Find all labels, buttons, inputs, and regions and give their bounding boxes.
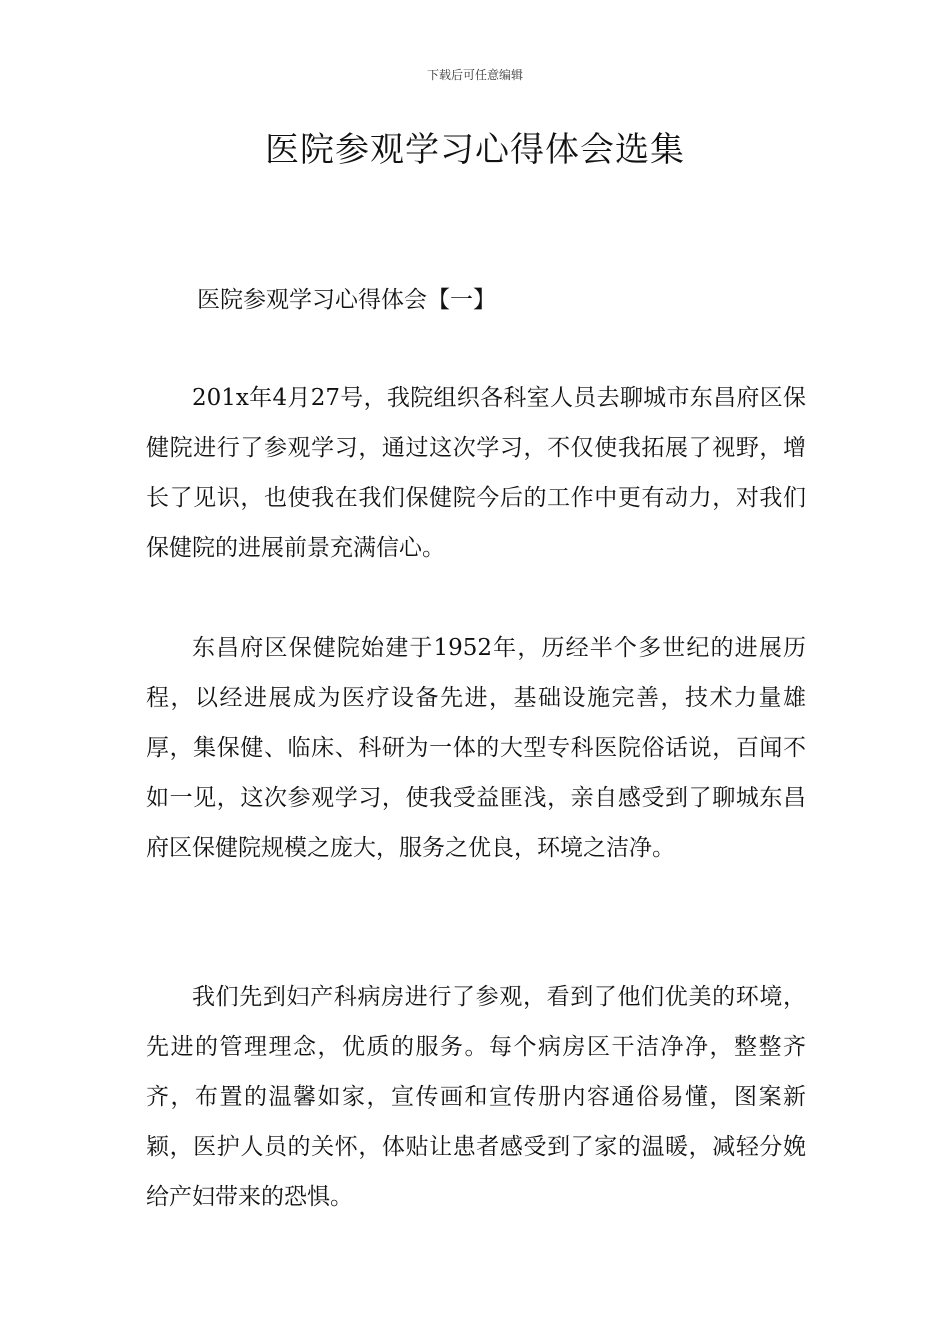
paragraph-3: 我们先到妇产科病房进行了参观，看到了他们优美的环境，先进的管理理念，优质的服务。每个病房区干洁净净，整整齐齐，布置的温馨如家，宣传画和宣传册内容通俗易懂，图案新颖，医护人员的关怀，体贴让患者感受到了家的温暖，减轻分娩给产妇带来的恐惧。	[146, 984, 806, 1210]
paragraph-2: 东昌府区保健院始建于1952年，历经半个多世纪的进展历程，以经进展成为医疗设备先进，基础设施完善，技术力量雄厚，集保健、临床、科研为一体的大型专科医院俗话说，百闻不如一见，这次参观学习，使我受益匪浅，亲自感受到了聊城东昌府区保健院规模之庞大，服务之优良，环境之洁净。	[146, 635, 806, 861]
section-heading: 医院参观学习心得体会【一】	[197, 287, 496, 313]
header-note: 下载后可任意编辑	[426, 68, 523, 82]
paragraph-1: 201x年4月27号，我院组织各科室人员去聊城市东昌府区保健院进行了参观学习，通过这次学习，不仅使我拓展了视野，增长了见识，也使我在我们保健院今后的工作中更有动力，对我们保健院的进展前景充满信心。	[146, 385, 806, 561]
document-title: 医院参观学习心得体会选集	[265, 130, 685, 170]
